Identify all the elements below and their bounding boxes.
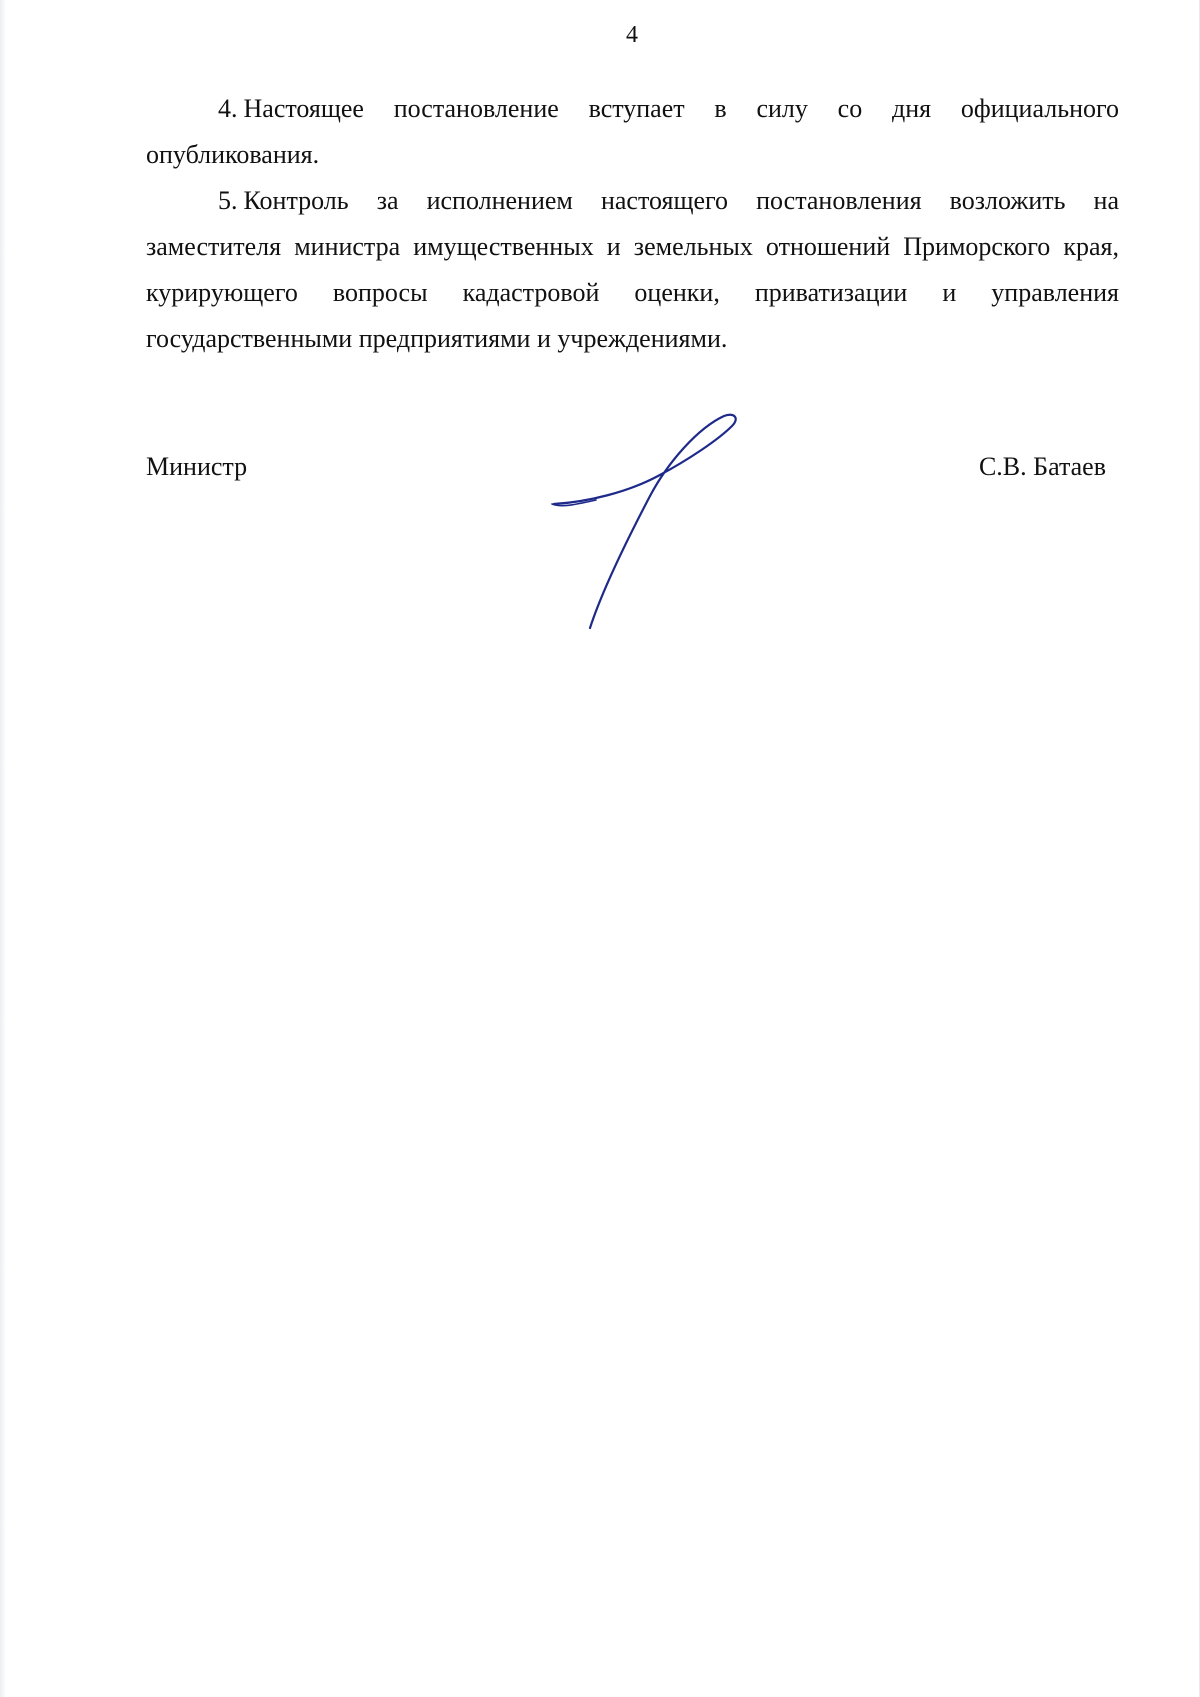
scan-edge	[0, 0, 6, 1697]
paragraph-number: 4.	[218, 94, 238, 123]
signatory-name: С.В. Батаев	[978, 452, 1106, 481]
page-number: 4	[626, 22, 638, 48]
paragraph-5	[146, 178, 1119, 362]
handwritten-signature	[548, 412, 748, 632]
paragraph-text: Контроль за исполнением настоящего постановления возложить на заместителя министра имущественных и земельных отношений Приморского края, курирующего вопросы кадастровой оценки, приватизации и управления государственными предприятиями и учреждениями.	[146, 186, 1119, 353]
signature-stroke	[554, 415, 736, 628]
paragraph-4	[146, 86, 1119, 178]
paragraph-number: 5.	[218, 186, 238, 215]
document-body	[146, 86, 1119, 362]
signatory-title: Министр	[146, 452, 248, 481]
paragraph-text: Настоящее постановление вступает в силу со дня официального опубликования.	[146, 94, 1119, 169]
